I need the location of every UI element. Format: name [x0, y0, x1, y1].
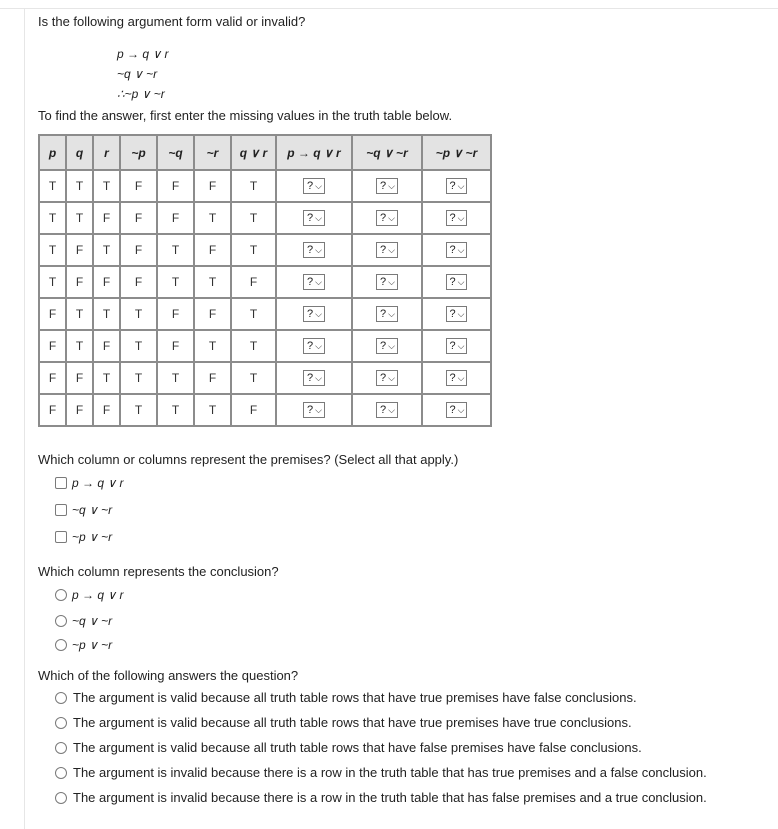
chevron-down-icon: ⌵: [315, 341, 322, 351]
chevron-down-icon: ⌵: [388, 181, 395, 191]
table-cell: T: [93, 170, 120, 202]
table-cell: F: [120, 202, 157, 234]
select-cell: [276, 266, 352, 298]
select-value: ?: [449, 404, 456, 416]
table-cell: F: [120, 170, 157, 202]
table-row: [39, 298, 491, 330]
conclusion-option-1[interactable]: [55, 588, 123, 602]
chevron-down-icon: ⌵: [315, 277, 322, 287]
table-cell: T: [231, 202, 276, 234]
table-cell: F: [93, 394, 120, 426]
chevron-down-icon: ⌵: [388, 373, 395, 383]
truth-value-select[interactable]: [376, 306, 398, 322]
select-value: ?: [449, 212, 456, 224]
select-cell: [276, 298, 352, 330]
table-cell: F: [39, 362, 66, 394]
truth-value-select[interactable]: [376, 370, 398, 386]
header-p-implies-q-or-r: p → q ∨ r: [276, 135, 352, 170]
select-value: ?: [449, 180, 456, 192]
table-intro: To find the answer, first enter the missing values in the truth table below.: [38, 108, 453, 123]
table-cell: T: [157, 234, 194, 266]
table-cell: F: [157, 298, 194, 330]
radio-button[interactable]: [55, 615, 67, 627]
chevron-down-icon: ⌵: [457, 245, 465, 255]
premise-option-label: ~p ∨ ~r: [72, 530, 113, 544]
chevron-down-icon: ⌵: [315, 405, 322, 415]
select-cell: [352, 266, 422, 298]
table-cell: F: [157, 170, 194, 202]
select-value: ?: [307, 404, 314, 416]
select-value: ?: [449, 340, 456, 352]
table-cell: T: [120, 330, 157, 362]
chevron-down-icon: ⌵: [315, 245, 322, 255]
chevron-down-icon: ⌵: [315, 309, 322, 319]
table-cell: T: [157, 266, 194, 298]
table-cell: F: [194, 362, 231, 394]
header-q-or-r: q ∨ r: [231, 135, 276, 170]
checkbox[interactable]: [55, 477, 67, 489]
chevron-down-icon: ⌵: [457, 213, 465, 223]
premises-question: Which column or columns represent the premises? (Select all that apply.): [38, 452, 459, 467]
select-value: ?: [380, 308, 387, 320]
table-cell: T: [194, 394, 231, 426]
header-q: q: [66, 135, 93, 170]
select-cell: [352, 170, 422, 202]
table-cell: F: [39, 330, 66, 362]
chevron-down-icon: ⌵: [457, 181, 465, 191]
answer-option-4[interactable]: [55, 765, 707, 780]
table-cell: T: [157, 394, 194, 426]
select-cell: [352, 234, 422, 266]
truth-value-select[interactable]: [303, 338, 325, 354]
chevron-down-icon: ⌵: [457, 405, 465, 415]
chevron-down-icon: ⌵: [315, 181, 322, 191]
truth-value-select[interactable]: [446, 242, 468, 258]
table-row: [39, 362, 491, 394]
table-cell: T: [194, 202, 231, 234]
table-cell: F: [120, 266, 157, 298]
table-cell: T: [231, 234, 276, 266]
select-cell: [422, 330, 491, 362]
checkbox[interactable]: [55, 531, 67, 543]
table-cell: F: [66, 362, 93, 394]
table-cell: T: [194, 266, 231, 298]
answer-option-label: The argument is valid because all truth table rows that have false premises have false conclusions.: [73, 740, 642, 755]
chevron-down-icon: ⌵: [457, 309, 465, 319]
truth-value-select[interactable]: [446, 402, 468, 418]
truth-value-select[interactable]: [446, 338, 468, 354]
radio-button[interactable]: [55, 692, 67, 704]
table-cell: F: [39, 394, 66, 426]
table-cell: T: [39, 170, 66, 202]
truth-value-select[interactable]: [376, 402, 398, 418]
chevron-down-icon: ⌵: [388, 245, 395, 255]
header-r: r: [93, 135, 120, 170]
truth-value-select[interactable]: [303, 242, 325, 258]
premise-1: p → q ∨ r: [117, 47, 169, 61]
select-cell: [422, 394, 491, 426]
select-value: ?: [380, 340, 387, 352]
answer-option-label: The argument is valid because all truth table rows that have true premises have false conclusions.: [73, 690, 637, 705]
chevron-down-icon: ⌵: [457, 341, 465, 351]
table-cell: F: [194, 170, 231, 202]
table-cell: T: [66, 202, 93, 234]
truth-value-select[interactable]: [303, 306, 325, 322]
table-cell: F: [39, 298, 66, 330]
radio-button[interactable]: [55, 639, 67, 651]
select-value: ?: [449, 244, 456, 256]
checkbox[interactable]: [55, 504, 67, 516]
select-cell: [276, 234, 352, 266]
table-cell: T: [93, 234, 120, 266]
truth-value-select[interactable]: [446, 210, 468, 226]
radio-button[interactable]: [55, 717, 67, 729]
table-cell: T: [120, 394, 157, 426]
table-cell: T: [39, 266, 66, 298]
table-cell: F: [231, 394, 276, 426]
answer-option-1[interactable]: [55, 690, 637, 705]
header-not-r: ~r: [194, 135, 231, 170]
chevron-down-icon: ⌵: [315, 373, 322, 383]
header-not-q-or-not-r: ~q ∨ ~r: [352, 135, 422, 170]
select-value: ?: [380, 244, 387, 256]
truth-value-select[interactable]: [303, 274, 325, 290]
select-value: ?: [380, 404, 387, 416]
select-value: ?: [307, 308, 314, 320]
radio-button[interactable]: [55, 767, 67, 779]
select-value: ?: [307, 180, 314, 192]
select-cell: [422, 202, 491, 234]
answer-option-5[interactable]: [55, 790, 707, 805]
table-cell: F: [157, 330, 194, 362]
truth-value-select[interactable]: [446, 274, 468, 290]
conclusion-option-2[interactable]: [55, 614, 112, 628]
select-cell: [352, 202, 422, 234]
select-cell: [422, 234, 491, 266]
answer-option-label: The argument is valid because all truth table rows that have true premises have true conclusions.: [73, 715, 632, 730]
select-cell: [422, 266, 491, 298]
premise-2: ~q ∨ ~r: [117, 67, 158, 81]
select-cell: [352, 362, 422, 394]
table-cell: T: [120, 362, 157, 394]
left-divider: [24, 9, 25, 829]
truth-value-select[interactable]: [303, 402, 325, 418]
header-not-p-or-not-r: ~p ∨ ~r: [422, 135, 491, 170]
header-not-q: ~q: [157, 135, 194, 170]
table-cell: F: [66, 394, 93, 426]
select-value: ?: [307, 372, 314, 384]
table-cell: F: [120, 234, 157, 266]
select-cell: [276, 330, 352, 362]
answer-option-label: The argument is invalid because there is a row in the truth table that has false premises and a true conclusion.: [73, 790, 707, 805]
select-value: ?: [380, 180, 387, 192]
truth-table: [38, 134, 492, 427]
select-value: ?: [307, 244, 314, 256]
chevron-down-icon: ⌵: [388, 341, 395, 351]
conclusion-option-3[interactable]: [55, 638, 112, 652]
table-row: [39, 170, 491, 202]
chevron-down-icon: ⌵: [315, 213, 322, 223]
select-cell: [352, 298, 422, 330]
table-cell: T: [66, 170, 93, 202]
table-row: [39, 266, 491, 298]
truth-value-select[interactable]: [376, 210, 398, 226]
radio-button[interactable]: [55, 589, 67, 601]
table-row: [39, 202, 491, 234]
table-cell: T: [231, 362, 276, 394]
table-cell: F: [93, 266, 120, 298]
table-cell: T: [120, 298, 157, 330]
table-cell: F: [231, 266, 276, 298]
chevron-down-icon: ⌵: [388, 405, 395, 415]
premise-option-3[interactable]: [55, 530, 112, 544]
table-cell: F: [93, 330, 120, 362]
truth-value-select[interactable]: [376, 338, 398, 354]
argument-form: [117, 44, 168, 104]
header-not-p: ~p: [120, 135, 157, 170]
select-cell: [276, 394, 352, 426]
table-row: [39, 234, 491, 266]
table-cell: T: [231, 298, 276, 330]
select-value: ?: [449, 372, 456, 384]
answer-question: Which of the following answers the question?: [38, 668, 299, 683]
chevron-down-icon: ⌵: [388, 213, 395, 223]
chevron-down-icon: ⌵: [388, 309, 395, 319]
table-cell: T: [39, 202, 66, 234]
select-cell: [276, 202, 352, 234]
conclusion: ∴~p ∨ ~r: [117, 87, 165, 101]
table-cell: T: [157, 362, 194, 394]
conclusion-option-label: ~p ∨ ~r: [72, 638, 113, 652]
select-value: ?: [449, 308, 456, 320]
premise-option-label: p → q ∨ r: [72, 476, 124, 490]
truth-value-select[interactable]: [446, 370, 468, 386]
premise-option-1[interactable]: [55, 476, 123, 490]
table-cell: F: [66, 234, 93, 266]
header-p: p: [39, 135, 66, 170]
truth-value-select[interactable]: [446, 306, 468, 322]
radio-button[interactable]: [55, 792, 67, 804]
select-cell: [352, 394, 422, 426]
premise-option-label: ~q ∨ ~r: [72, 503, 113, 517]
select-cell: [422, 362, 491, 394]
table-cell: T: [93, 298, 120, 330]
truth-value-select[interactable]: [376, 242, 398, 258]
table-cell: T: [66, 330, 93, 362]
radio-button[interactable]: [55, 742, 67, 754]
conclusion-option-label: p → q ∨ r: [72, 588, 124, 602]
table-header-row: [39, 135, 491, 170]
truth-value-select[interactable]: [303, 210, 325, 226]
answer-option-3[interactable]: [55, 740, 642, 755]
top-divider: [0, 8, 778, 9]
select-value: ?: [307, 212, 314, 224]
select-cell: [422, 298, 491, 330]
table-cell: T: [39, 234, 66, 266]
conclusion-question: Which column represents the conclusion?: [38, 564, 279, 579]
truth-value-select[interactable]: [376, 178, 398, 194]
table-cell: F: [93, 202, 120, 234]
answer-option-label: The argument is invalid because there is a row in the truth table that has true premises and a false conclusion.: [73, 765, 707, 780]
truth-value-select[interactable]: [446, 178, 468, 194]
select-value: ?: [380, 212, 387, 224]
table-cell: F: [194, 234, 231, 266]
select-cell: [276, 170, 352, 202]
select-value: ?: [307, 340, 314, 352]
select-value: ?: [449, 276, 456, 288]
table-cell: T: [66, 298, 93, 330]
table-row: [39, 394, 491, 426]
premise-option-2[interactable]: [55, 503, 112, 517]
select-cell: [276, 362, 352, 394]
answer-option-2[interactable]: [55, 715, 632, 730]
table-cell: F: [66, 266, 93, 298]
truth-value-select[interactable]: [376, 274, 398, 290]
select-value: ?: [307, 276, 314, 288]
table-cell: T: [194, 330, 231, 362]
table-cell: T: [231, 330, 276, 362]
select-cell: [352, 330, 422, 362]
chevron-down-icon: ⌵: [457, 277, 465, 287]
table-cell: T: [231, 170, 276, 202]
truth-value-select[interactable]: [303, 370, 325, 386]
table-cell: F: [194, 298, 231, 330]
select-value: ?: [380, 372, 387, 384]
chevron-down-icon: ⌵: [388, 277, 395, 287]
question-text: Is the following argument form valid or invalid?: [38, 14, 306, 29]
truth-value-select[interactable]: [303, 178, 325, 194]
table-cell: T: [93, 362, 120, 394]
conclusion-option-label: ~q ∨ ~r: [72, 614, 113, 628]
select-cell: [422, 170, 491, 202]
table-cell: F: [157, 202, 194, 234]
chevron-down-icon: ⌵: [457, 373, 465, 383]
select-value: ?: [380, 276, 387, 288]
table-row: [39, 330, 491, 362]
